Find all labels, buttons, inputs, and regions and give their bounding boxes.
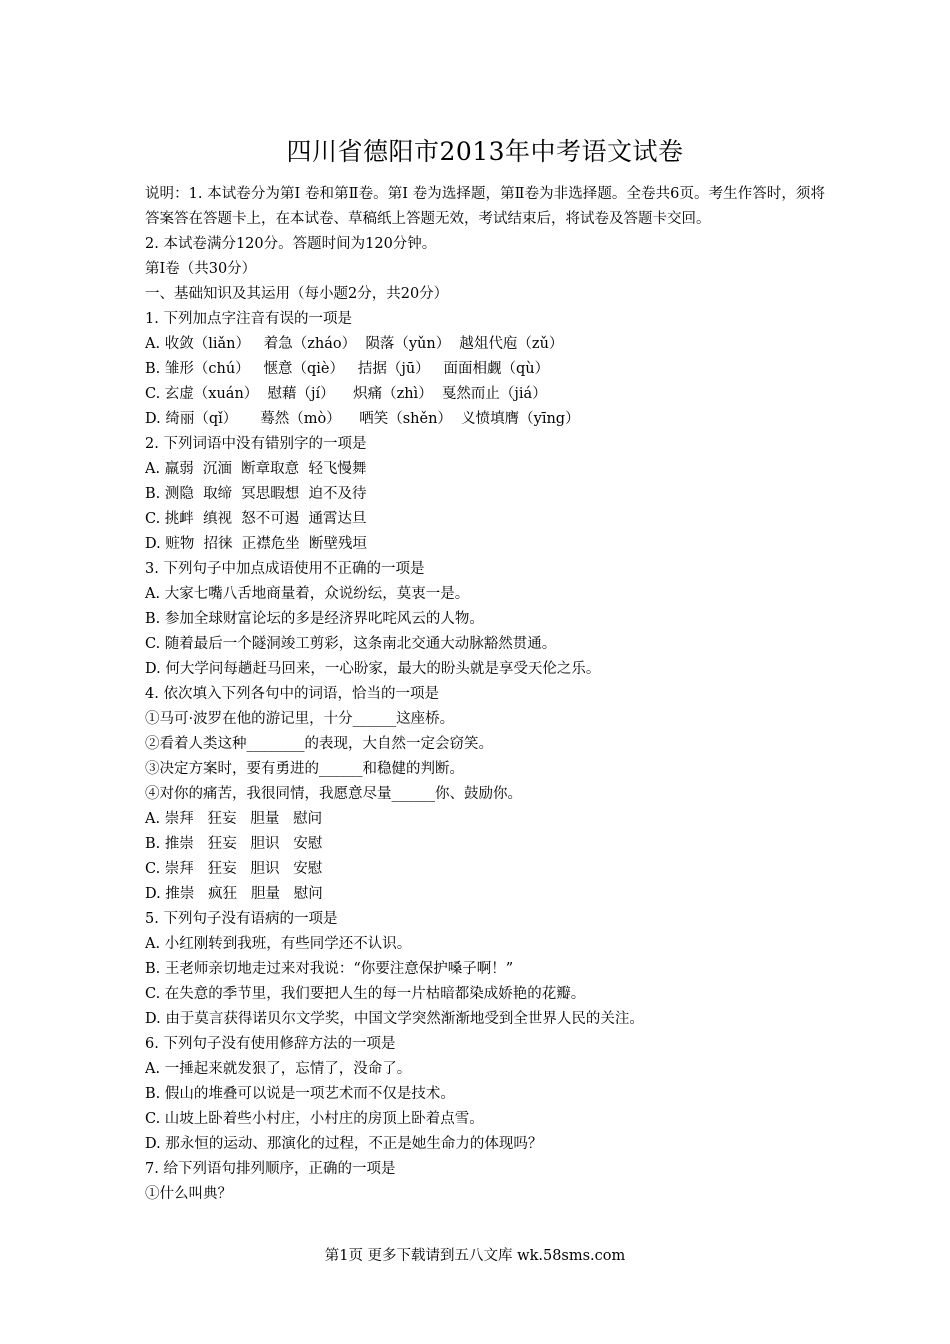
text-line: A. 小红刚转到我班，有些同学还不认识。: [145, 936, 412, 952]
text-line: C. 随着最后一个隧洞竣工剪彩，这条南北交通大动脉豁然贯通。: [145, 636, 557, 652]
text-line: 1. 下列加点字注音有误的一项是: [145, 311, 352, 327]
text-line: C. 玄虚（xuán） 慰藉（jí） 炽痛（zhì） 戛然而止（jiá）: [145, 386, 547, 402]
text-line: B. 测隐 取缔 冥思暇想 迫不及待: [145, 486, 367, 502]
text-line: B. 假山的堆叠可以说是一项艺术而不仅是技术。: [145, 1086, 455, 1102]
text-line: 7. 给下列语句排列顺序，正确的一项是: [145, 1161, 396, 1177]
instructions-paragraph: 说明：1. 本试卷分为第Ⅰ 卷和第Ⅱ卷。第Ⅰ 卷为选择题，第Ⅱ卷为非选择题。全卷共6页。考生作答时，须将答案答在答题卡上，在本试卷、草稿纸上答题无效，考试结束后，将试卷及答题卡交回。: [145, 186, 825, 227]
text-line: 第Ⅰ卷（共30分）: [145, 261, 257, 277]
text-line: B. 王老师亲切地走过来对我说：“你要注意保护嗓子啊！”: [145, 961, 514, 977]
text-line: D. 何大学问每趟赶马回来，一心盼家，最大的盼头就是享受天伦之乐。: [145, 661, 601, 677]
text-line: D. 由于莫言获得诺贝尔文学奖，中国文学突然渐渐地受到全世界人民的关注。: [145, 1011, 644, 1027]
text-line: 4. 依次填入下列各句中的词语，恰当的一项是: [145, 686, 439, 702]
text-line: ①马可·波罗在他的游记里，十分______这座桥。: [145, 711, 455, 727]
text-line: D. 推崇 疯狂 胆量 慰问: [145, 886, 323, 902]
exam-page: [145, 132, 825, 1207]
text-line: A. 一捶起来就发狠了，忘情了，没命了。: [145, 1061, 412, 1077]
text-line: D. 绮丽（qǐ） 蓦然（mò） 哂笑（shěn） 义愤填膺（yīng）: [145, 411, 580, 427]
text-line: 2. 下列词语中没有错别字的一项是: [145, 436, 367, 452]
text-line: 5. 下列句子没有语病的一项是: [145, 911, 338, 927]
text-line: C. 挑衅 缜视 怒不可遏 通霄达旦: [145, 511, 367, 527]
text-line: ②看着人类这种________的表现，大自然一定会窃笑。: [145, 736, 493, 752]
text-line: ④对你的痛苦，我很同情，我愿意尽量______你、鼓励你。: [145, 786, 522, 802]
text-line: 6. 下列句子没有使用修辞方法的一项是: [145, 1036, 396, 1052]
text-line: A. 崇拜 狂妄 胆量 慰问: [145, 811, 323, 827]
text-line: B. 参加全球财富论坛的多是经济界叱咤风云的人物。: [145, 611, 484, 627]
page-title: 四川省德阳市2013年中考语文试卷: [286, 137, 684, 166]
text-line: ③决定方案时，要有勇进的______和稳健的判断。: [145, 761, 464, 777]
exam-body: [145, 232, 825, 1207]
text-line: A. 收敛（liǎn） 着急（zháo） 陨落（yǔn） 越俎代庖（zǔ）: [145, 336, 564, 352]
text-line: B. 雏形（chú） 惬意（qiè） 拮据（jū） 面面相觑（qù）: [145, 361, 550, 377]
text-line: 3. 下列句子中加点成语使用不正确的一项是: [145, 561, 425, 577]
text-line: A. 大家七嘴八舌地商量着，众说纷纭，莫衷一是。: [145, 586, 470, 602]
text-line: 一、基础知识及其运用（每小题2分，共20分）: [145, 286, 449, 302]
text-line: ①什么叫典？: [145, 1186, 232, 1202]
text-line: 2. 本试卷满分120分。答题时间为120分钟。: [145, 236, 437, 252]
text-line: C. 在失意的季节里，我们要把人生的每一片枯暗都染成娇艳的花瓣。: [145, 986, 586, 1002]
text-line: D. 那永恒的运动、那演化的过程，不正是她生命力的体现吗？: [145, 1136, 543, 1152]
text-line: C. 山坡上卧着些小村庄，小村庄的房顶上卧着点雪。: [145, 1111, 484, 1127]
text-line: A. 羸弱 沉湎 断章取意 轻飞慢舞: [145, 461, 367, 477]
text-line: C. 崇拜 狂妄 胆识 安慰: [145, 861, 323, 877]
page-footer: 第1页 更多下载请到五八文库 wk.58sms.com: [324, 1248, 626, 1264]
text-line: B. 推崇 狂妄 胆识 安慰: [145, 836, 323, 852]
text-line: D. 赃物 招徕 正襟危坐 断壁残垣: [145, 536, 367, 552]
